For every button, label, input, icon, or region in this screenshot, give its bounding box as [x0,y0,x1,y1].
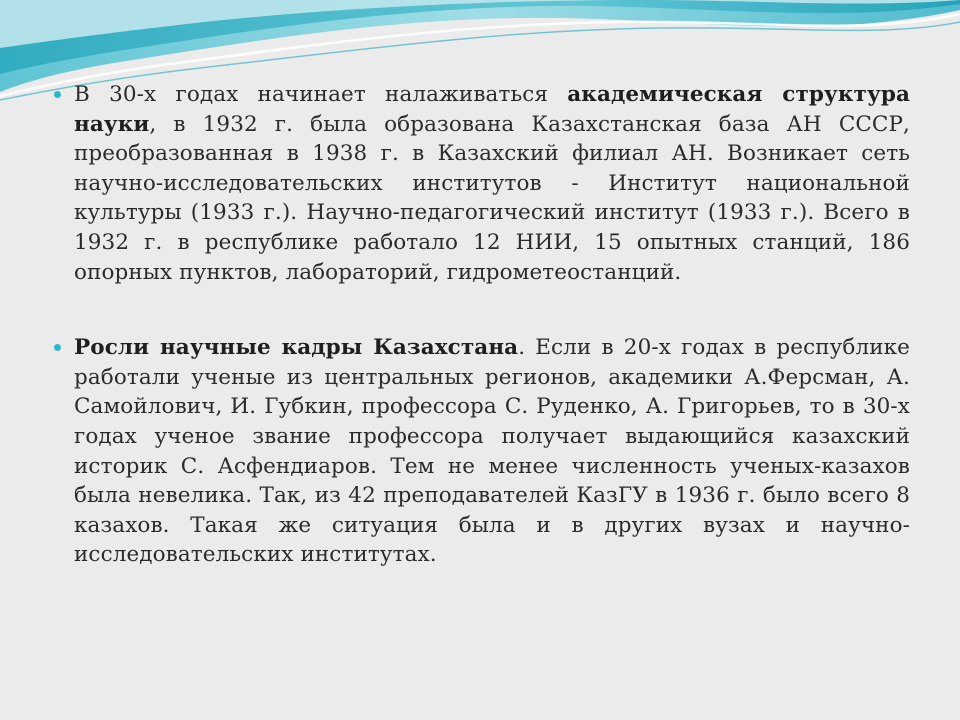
bullet-dot-icon [54,91,61,98]
bullet-paragraph [74,80,910,287]
bullet-text-segment: , в 1932 г. была образована Казахстанская база АН СССР, преобразованная в 1938 г. в Казахский филиал АН. Возникает сеть научно-исследовательских институтов - Институт национальной культуры (1933 г.). Научно-педагогический институт (1933 г.). Всего в 1932 г. в республике работало 12 НИИ, 15 опытных станций, 186 опорных пунктов, лабораторий, гидрометеостанций. [74,111,910,285]
bullet-paragraph [74,333,910,570]
slide-content [54,80,910,570]
bullet-text-segment: . Если в 20-х годах в республике работали ученые из центральных регионов, академики А.Ферсман, А. Самойлович, И. Губкин, профессора С. Руденко, А. Григорьев, то в 30-х годах ученое звание профессора получает выдающийся казахский историк С. Асфендиаров. Тем не менее численность ученых-казахов была невелика. Так, из 42 преподавателей КазГУ в 1936 г. было всего 8 казахов. Такая же ситуация была и в других вузах и научно-исследовательских институтах. [74,335,910,568]
bullet-bold-phrase: академическая структура науки [74,82,910,137]
bullet-item [54,80,910,287]
bullet-dot-icon [54,344,61,351]
bullet-bold-phrase: Росли научные кадры Казахстана [74,335,519,361]
bullet-text-segment: В 30-х годах начинает налаживаться [74,82,568,107]
bullet-item [54,333,910,570]
